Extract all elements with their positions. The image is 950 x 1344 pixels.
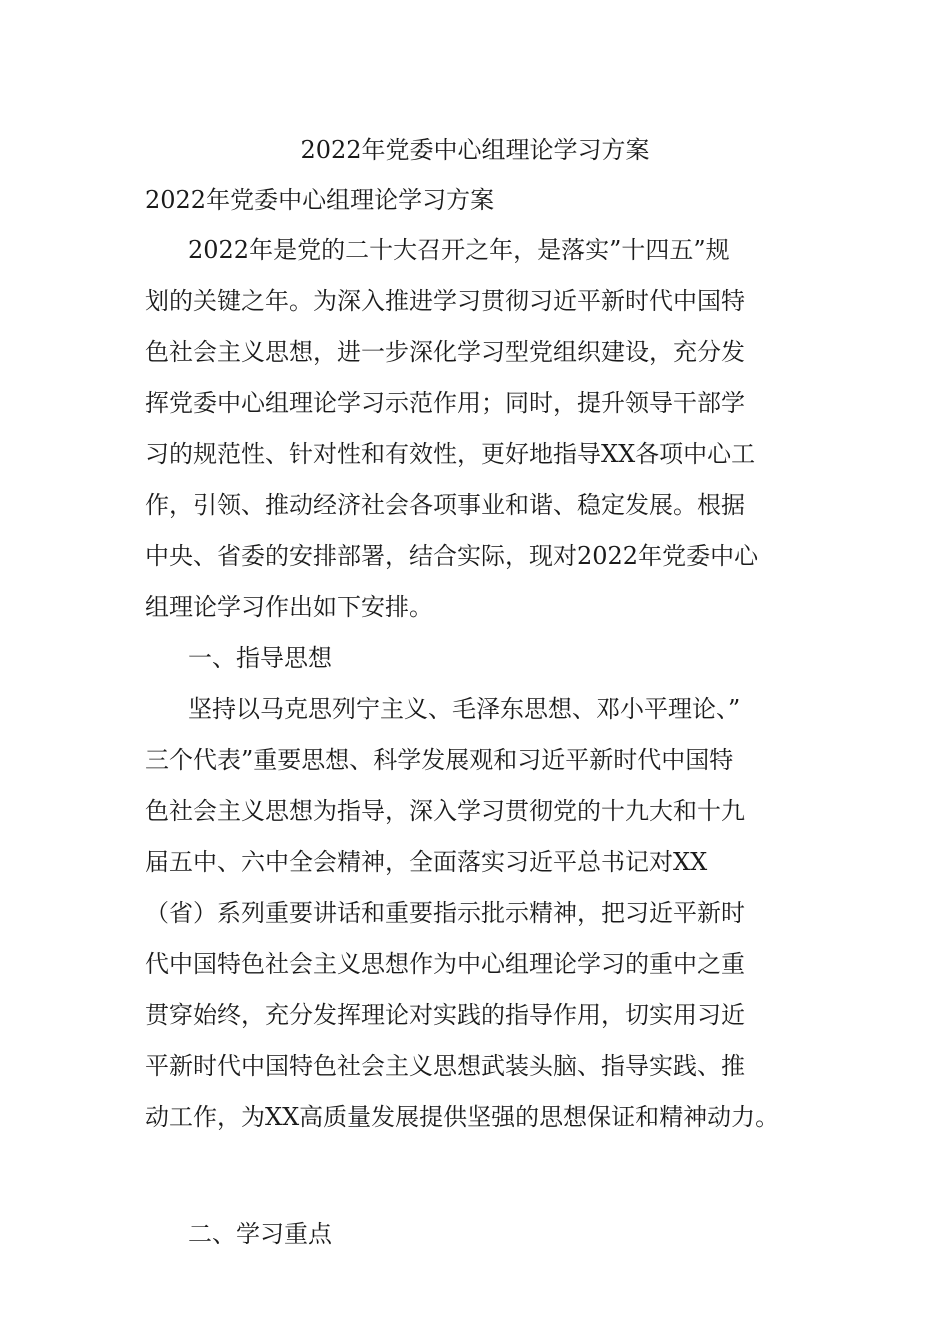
section1-line: 三个代表”重要思想、科学发展观和习近平新时代中国特 — [145, 746, 734, 774]
section1-line: 代中国特色社会主义思想作为中心组理论学习的重中之重 — [145, 950, 745, 978]
intro-line: 挥党委中心组理论学习示范作用；同时，提升领导干部学 — [145, 389, 745, 417]
section1-line: 届五中、六中全会精神，全面落实习近平总书记对XX — [145, 848, 708, 876]
document-title: 2022年党委中心组理论学习方案 — [300, 136, 650, 164]
section1-line: 平新时代中国特色社会主义思想武装头脑、指导实践、推 — [145, 1052, 745, 1080]
intro-line: 2022年是党的二十大召开之年，是落实”十四五”规 — [188, 236, 730, 264]
section-heading-guiding-thought: 一、指导思想 — [188, 644, 332, 672]
intro-line: 组理论学习作出如下安排。 — [145, 593, 433, 621]
section1-line: 色社会主义思想为指导，深入学习贯彻党的十九大和十九 — [145, 797, 745, 825]
intro-line: 色社会主义思想，进一步深化学习型党组织建设，充分发 — [145, 338, 745, 366]
section1-line: 贯穿始终，充分发挥理论对实践的指导作用，切实用习近 — [145, 1001, 745, 1029]
paragraph-gap — [145, 1148, 820, 1214]
intro-line: 作，引领、推动经济社会各项事业和谐、稳定发展。根据 — [145, 491, 745, 519]
intro-line: 划的关键之年。为深入推进学习贯彻习近平新时代中国特 — [145, 287, 745, 315]
intro-line: 中央、省委的安排部署，结合实际，现对2022年党委中心 — [145, 542, 759, 570]
document-subtitle: 2022年党委中心组理论学习方案 — [145, 186, 495, 214]
intro-line: 习的规范性、针对性和有效性，更好地指导XX各项中心工 — [145, 440, 756, 468]
section1-line: 坚持以马克思列宁主义、毛泽东思想、邓小平理论、” — [188, 695, 741, 723]
section1-line: （省）系列重要讲话和重要指示批示精神，把习近平新时 — [145, 899, 745, 927]
document-body — [145, 230, 820, 1265]
section-heading-study-focus: 二、学习重点 — [188, 1220, 332, 1248]
section1-line: 动工作，为XX高质量发展提供坚强的思想保证和精神动力。 — [145, 1103, 780, 1131]
